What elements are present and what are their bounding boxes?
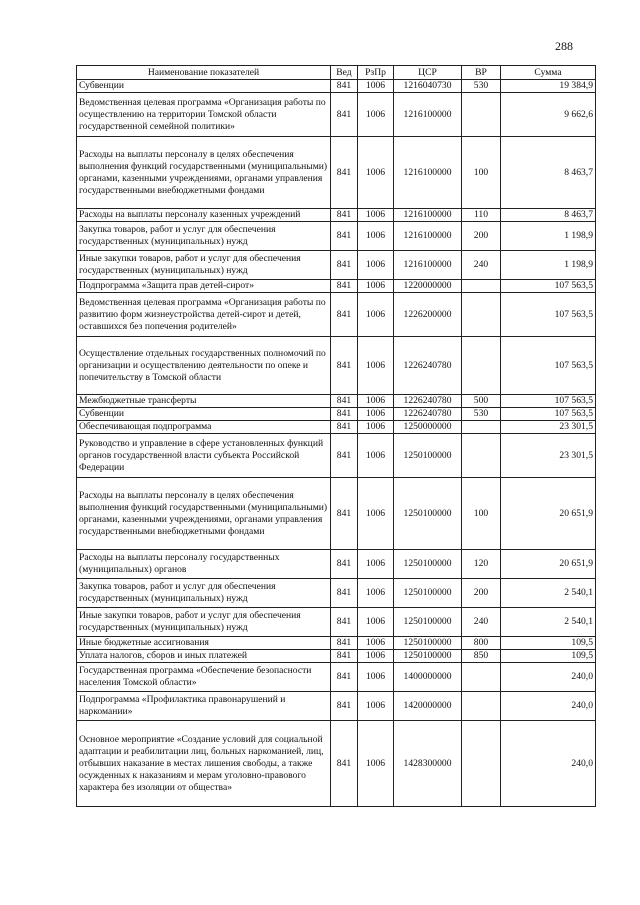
table-row — [77, 721, 596, 807]
cell-ved: 841 — [331, 421, 358, 434]
cell-name: Государственная программа «Обеспечение безопасности населения Томской области» — [77, 663, 331, 692]
cell-csr: 1250100000 — [394, 579, 462, 608]
cell-sum: 1 198,9 — [501, 251, 596, 280]
header-row — [77, 66, 596, 80]
cell-name: Уплата налогов, сборов и иных платежей — [77, 650, 331, 663]
table-body — [77, 80, 596, 807]
cell-sum: 19 384,9 — [501, 80, 596, 93]
cell-rzpr: 1006 — [358, 80, 394, 93]
header-csr: ЦСР — [394, 66, 462, 80]
cell-name: Межбюджетные трансферты — [77, 395, 331, 408]
cell-vr: 240 — [462, 608, 501, 637]
cell-vr — [462, 663, 501, 692]
cell-sum: 109,5 — [501, 650, 596, 663]
cell-vr: 800 — [462, 637, 501, 650]
cell-name: Закупка товаров, работ и услуг для обеспечения государственных (муниципальных) нужд — [77, 579, 331, 608]
cell-rzpr: 1006 — [358, 663, 394, 692]
cell-sum: 107 563,5 — [501, 293, 596, 337]
table-row — [77, 421, 596, 434]
cell-name: Осуществление отдельных государственных полномочий по организации и осуществлению деятельности по опеке и попечительству в Томской области — [77, 337, 331, 395]
header-vr: ВР — [462, 66, 501, 80]
cell-sum: 9 662,6 — [501, 93, 596, 137]
cell-vr: 100 — [462, 137, 501, 209]
cell-vr — [462, 721, 501, 807]
cell-vr — [462, 692, 501, 721]
cell-ved: 841 — [331, 395, 358, 408]
cell-rzpr: 1006 — [358, 293, 394, 337]
header-rzpr: РзПр — [358, 66, 394, 80]
table-row — [77, 293, 596, 337]
table-row — [77, 663, 596, 692]
table-row — [77, 137, 596, 209]
cell-name: Подпрограмма «Профилактика правонарушений и наркомании» — [77, 692, 331, 721]
cell-ved: 841 — [331, 637, 358, 650]
cell-name: Иные бюджетные ассигнования — [77, 637, 331, 650]
cell-csr: 1250000000 — [394, 421, 462, 434]
cell-sum: 2 540,1 — [501, 608, 596, 637]
cell-rzpr: 1006 — [358, 637, 394, 650]
table-row — [77, 80, 596, 93]
cell-name: Обеспечивающая подпрограмма — [77, 421, 331, 434]
cell-csr: 1216100000 — [394, 209, 462, 222]
table-row — [77, 222, 596, 251]
cell-csr: 1226200000 — [394, 293, 462, 337]
cell-sum: 107 563,5 — [501, 280, 596, 293]
cell-ved: 841 — [331, 280, 358, 293]
cell-csr: 1250100000 — [394, 478, 462, 550]
cell-ved: 841 — [331, 93, 358, 137]
cell-vr: 530 — [462, 80, 501, 93]
cell-rzpr: 1006 — [358, 579, 394, 608]
cell-ved: 841 — [331, 434, 358, 478]
cell-sum: 107 563,5 — [501, 395, 596, 408]
cell-name: Иные закупки товаров, работ и услуг для обеспечения государственных (муниципальных) нужд — [77, 251, 331, 280]
cell-name: Субвенции — [77, 80, 331, 93]
table-row — [77, 550, 596, 579]
cell-csr: 1216100000 — [394, 251, 462, 280]
cell-rzpr: 1006 — [358, 608, 394, 637]
cell-rzpr: 1006 — [358, 478, 394, 550]
cell-ved: 841 — [331, 137, 358, 209]
table-row — [77, 650, 596, 663]
cell-name: Расходы на выплаты персоналу в целях обеспечения выполнения функций государственными (муниципальными) органами, казенными учреждениями, органами управления государственными внебюджетными фондами — [77, 137, 331, 209]
cell-csr: 1226240780 — [394, 395, 462, 408]
cell-rzpr: 1006 — [358, 137, 394, 209]
cell-csr: 1250100000 — [394, 650, 462, 663]
cell-vr: 200 — [462, 222, 501, 251]
cell-sum: 20 651,9 — [501, 550, 596, 579]
cell-csr: 1400000000 — [394, 663, 462, 692]
cell-csr: 1250100000 — [394, 637, 462, 650]
cell-vr: 530 — [462, 408, 501, 421]
table-row — [77, 637, 596, 650]
table-row — [77, 280, 596, 293]
cell-vr — [462, 280, 501, 293]
header-sum: Сумма — [501, 66, 596, 80]
cell-name: Основное мероприятие «Создание условий для социальной адаптации и реабилитации лиц, больных наркоманией, лиц, отбывших наказание в местах лишения свободы, а также осужденных к наказаниям и мерам уголовно-правового характера без изоляции от общества» — [77, 721, 331, 807]
table-row — [77, 93, 596, 137]
cell-ved: 841 — [331, 478, 358, 550]
cell-ved: 841 — [331, 550, 358, 579]
table-row — [77, 434, 596, 478]
cell-sum: 107 563,5 — [501, 337, 596, 395]
cell-vr — [462, 434, 501, 478]
cell-csr: 1220000000 — [394, 280, 462, 293]
cell-sum: 2 540,1 — [501, 579, 596, 608]
cell-ved: 841 — [331, 408, 358, 421]
page-number: 288 — [555, 39, 573, 53]
cell-vr: 200 — [462, 579, 501, 608]
cell-name: Расходы на выплаты персоналу казенных учреждений — [77, 209, 331, 222]
table-row — [77, 608, 596, 637]
cell-vr — [462, 93, 501, 137]
cell-csr: 1226240780 — [394, 408, 462, 421]
cell-csr: 1428300000 — [394, 721, 462, 807]
table-row — [77, 251, 596, 280]
cell-vr: 110 — [462, 209, 501, 222]
cell-csr: 1216100000 — [394, 93, 462, 137]
cell-csr: 1250100000 — [394, 434, 462, 478]
cell-name: Иные закупки товаров, работ и услуг для обеспечения государственных (муниципальных) нужд — [77, 608, 331, 637]
header-name: Наименование показателей — [77, 66, 331, 80]
table-row — [77, 408, 596, 421]
cell-sum: 109,5 — [501, 637, 596, 650]
cell-rzpr: 1006 — [358, 408, 394, 421]
cell-rzpr: 1006 — [358, 222, 394, 251]
cell-rzpr: 1006 — [358, 280, 394, 293]
cell-ved: 841 — [331, 251, 358, 280]
cell-csr: 1226240780 — [394, 337, 462, 395]
cell-ved: 841 — [331, 692, 358, 721]
cell-vr: 500 — [462, 395, 501, 408]
cell-sum: 23 301,5 — [501, 434, 596, 478]
table-row — [77, 579, 596, 608]
table-row — [77, 209, 596, 222]
header-ved: Вед — [331, 66, 358, 80]
cell-sum: 240,0 — [501, 721, 596, 807]
cell-rzpr: 1006 — [358, 421, 394, 434]
cell-sum: 23 301,5 — [501, 421, 596, 434]
cell-sum: 8 463,7 — [501, 209, 596, 222]
cell-name: Руководство и управление в сфере установленных функций органов государственной власти субъекта Российской Федерации — [77, 434, 331, 478]
cell-rzpr: 1006 — [358, 650, 394, 663]
cell-name: Расходы на выплаты персоналу в целях обеспечения выполнения функций государственными (муниципальными) органами, казенными учреждениями, органами управления государственными внебюджетными фондами — [77, 478, 331, 550]
cell-ved: 841 — [331, 608, 358, 637]
table-row — [77, 692, 596, 721]
cell-ved: 841 — [331, 663, 358, 692]
budget-table — [76, 65, 596, 807]
cell-sum: 20 651,9 — [501, 478, 596, 550]
cell-csr: 1250100000 — [394, 608, 462, 637]
cell-rzpr: 1006 — [358, 550, 394, 579]
cell-name: Ведомственная целевая программа «Организация работы по осуществлению на территории Томской области государственной семейной политики» — [77, 93, 331, 137]
cell-ved: 841 — [331, 293, 358, 337]
cell-ved: 841 — [331, 650, 358, 663]
cell-rzpr: 1006 — [358, 251, 394, 280]
cell-vr: 850 — [462, 650, 501, 663]
cell-sum: 8 463,7 — [501, 137, 596, 209]
table-row — [77, 478, 596, 550]
cell-rzpr: 1006 — [358, 209, 394, 222]
cell-rzpr: 1006 — [358, 93, 394, 137]
cell-ved: 841 — [331, 721, 358, 807]
cell-vr — [462, 293, 501, 337]
table-header — [77, 66, 596, 80]
cell-ved: 841 — [331, 80, 358, 93]
cell-csr: 1216100000 — [394, 222, 462, 251]
cell-ved: 841 — [331, 337, 358, 395]
cell-csr: 1420000000 — [394, 692, 462, 721]
cell-sum: 107 563,5 — [501, 408, 596, 421]
cell-vr — [462, 421, 501, 434]
cell-vr: 240 — [462, 251, 501, 280]
cell-rzpr: 1006 — [358, 395, 394, 408]
cell-sum: 1 198,9 — [501, 222, 596, 251]
cell-name: Подпрограмма «Защита прав детей-сирот» — [77, 280, 331, 293]
cell-rzpr: 1006 — [358, 337, 394, 395]
cell-ved: 841 — [331, 579, 358, 608]
cell-vr: 100 — [462, 478, 501, 550]
cell-name: Закупка товаров, работ и услуг для обеспечения государственных (муниципальных) нужд — [77, 222, 331, 251]
cell-csr: 1250100000 — [394, 550, 462, 579]
cell-csr: 1216100000 — [394, 137, 462, 209]
cell-ved: 841 — [331, 222, 358, 251]
cell-name: Ведомственная целевая программа «Организация работы по развитию форм жизнеустройства детей-сирот и детей, оставшихся без попечения родителей» — [77, 293, 331, 337]
cell-rzpr: 1006 — [358, 721, 394, 807]
table-row — [77, 395, 596, 408]
table-row — [77, 337, 596, 395]
cell-sum: 240,0 — [501, 692, 596, 721]
cell-ved: 841 — [331, 209, 358, 222]
cell-vr — [462, 337, 501, 395]
cell-rzpr: 1006 — [358, 692, 394, 721]
cell-sum: 240,0 — [501, 663, 596, 692]
cell-rzpr: 1006 — [358, 434, 394, 478]
cell-csr: 1216040730 — [394, 80, 462, 93]
cell-name: Субвенции — [77, 408, 331, 421]
cell-name: Расходы на выплаты персоналу государственных (муниципальных) органов — [77, 550, 331, 579]
cell-vr: 120 — [462, 550, 501, 579]
